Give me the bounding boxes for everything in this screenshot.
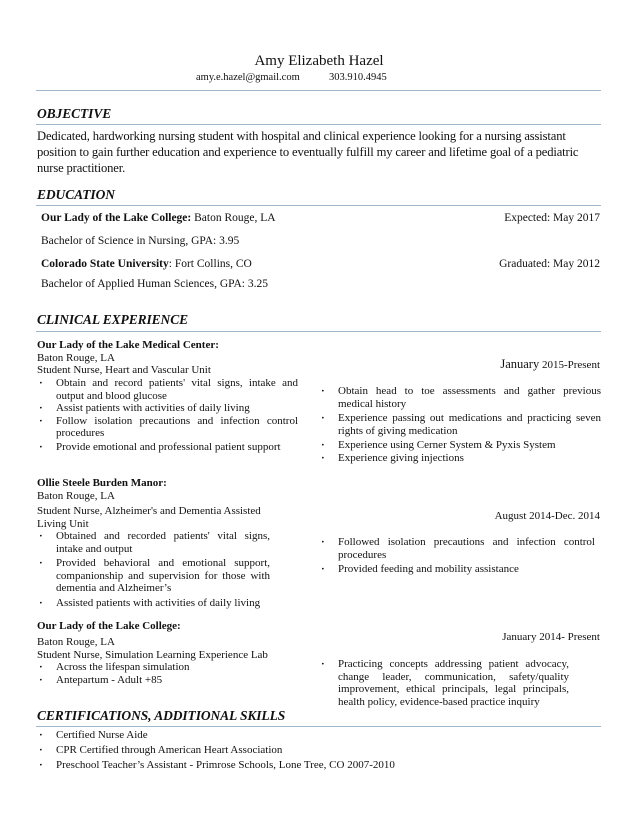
job-city: Baton Rouge, LA	[37, 489, 115, 502]
job-duties-left	[37, 377, 298, 453]
resume-name: Amy Elizabeth Hazel	[254, 53, 384, 69]
list-item: · Experience passing out medications and practicing seven rights of giving medication	[319, 412, 601, 437]
list-item: · Preschool Teacher’s Assistant - Primrose Schools, Lone Tree, CO 2007-2010	[37, 758, 597, 773]
list-item: · Obtain head to toe assessments and gather previous medical history	[319, 385, 601, 410]
school-name: Our Lady of the Lake College:	[41, 212, 192, 224]
header-divider	[36, 90, 601, 91]
job-duties-left	[37, 661, 277, 686]
job-role: Student Nurse, Alzheimer's and Dementia Assisted Living Unit	[37, 505, 261, 530]
education-entry-school	[41, 212, 276, 224]
objective-divider	[36, 124, 601, 125]
education-heading: EDUCATION	[37, 187, 115, 202]
job-date: January 2014- Present	[502, 631, 600, 643]
school-location: : Fort Collins, CO	[168, 258, 252, 270]
list-item: · Across the lifespan simulation	[37, 661, 277, 674]
job-duties-right	[319, 658, 569, 708]
school-name: Colorado State University	[41, 258, 169, 270]
job-role: Student Nurse, Heart and Vascular Unit	[37, 364, 211, 376]
list-item: · Follow isolation precautions and infection control procedures	[37, 415, 298, 440]
job-org: Our Lady of the Lake College:	[37, 620, 181, 632]
job-date-month: January	[500, 357, 540, 371]
school-location: Baton Rouge, LA	[191, 212, 276, 224]
objective-text: Dedicated, hardworking nursing student with hospital and clinical experience looking for a nursing assistant position to gain further education and experience to eventually fulfill my career and lifetime goal of a pediatric nurse practitioner.	[37, 129, 579, 175]
list-item: · Obtained and recorded patients' vital signs, intake and output	[37, 530, 270, 555]
list-item: · Antepartum - Adult +85	[37, 674, 277, 687]
education-date: Graduated: May 2012	[499, 258, 600, 270]
job-date-range: 2015-Present	[539, 359, 600, 371]
job-duties-left	[37, 530, 270, 609]
list-item: · Experience using Cerner System & Pyxis System	[319, 439, 601, 452]
list-item: · Followed isolation precautions and infection control procedures	[319, 536, 595, 561]
list-item: · Provided feeding and mobility assistance	[319, 563, 595, 576]
job-date	[500, 357, 600, 372]
education-degree: Bachelor of Science in Nursing, GPA: 3.95	[41, 235, 240, 247]
education-degree: Bachelor of Applied Human Sciences, GPA: 3.25	[41, 278, 268, 290]
job-header	[37, 477, 287, 530]
clinical-divider	[36, 331, 601, 332]
job-org: Our Lady of the Lake Medical Center:	[37, 339, 219, 351]
job-header	[37, 620, 268, 662]
list-item: · CPR Certified through American Heart Association	[37, 743, 597, 758]
education-divider	[36, 205, 601, 206]
job-role: Student Nurse, Simulation Learning Experience Lab	[37, 649, 268, 661]
list-item: · Obtain and record patients' vital signs, intake and output and blood glucose	[37, 377, 298, 402]
contact-email: amy.e.hazel@gmail.com	[196, 72, 300, 83]
job-city: Baton Rouge, LA	[37, 635, 115, 648]
job-org: Ollie Steele Burden Manor:	[37, 477, 167, 489]
list-item: · Provide emotional and professional patient support	[37, 441, 298, 454]
job-city: Baton Rouge, LA	[37, 351, 115, 364]
list-item: · Practicing concepts addressing patient advocacy, change leader, communication, safety/quality improvement, ethical principals, legal principals, health policy, evidence-based practice inquiry	[319, 658, 569, 708]
job-duties-right	[319, 536, 595, 576]
certifications-divider	[36, 726, 601, 727]
education-entry-school	[41, 258, 252, 270]
list-item: · Assist patients with activities of daily living	[37, 402, 298, 415]
certifications-list	[37, 728, 597, 773]
objective-heading: OBJECTIVE	[37, 106, 112, 121]
clinical-heading: CLINICAL EXPERIENCE	[37, 312, 189, 327]
certifications-heading: CERTIFICATIONS, ADDITIONAL SKILLS	[37, 708, 286, 723]
list-item: · Assisted patients with activities of daily living	[37, 597, 270, 610]
job-duties-right	[319, 385, 601, 464]
list-item: · Experience giving injections	[319, 452, 601, 465]
list-item: · Provided behavioral and emotional support, companionship and supervision for those with dementia and Alzheimer’s	[37, 557, 270, 595]
list-item: · Certified Nurse Aide	[37, 728, 597, 743]
education-date: Expected: May 2017	[504, 212, 600, 224]
job-header	[37, 339, 219, 377]
contact-phone: 303.910.4945	[329, 72, 387, 83]
job-date: August 2014-Dec. 2014	[494, 510, 600, 522]
